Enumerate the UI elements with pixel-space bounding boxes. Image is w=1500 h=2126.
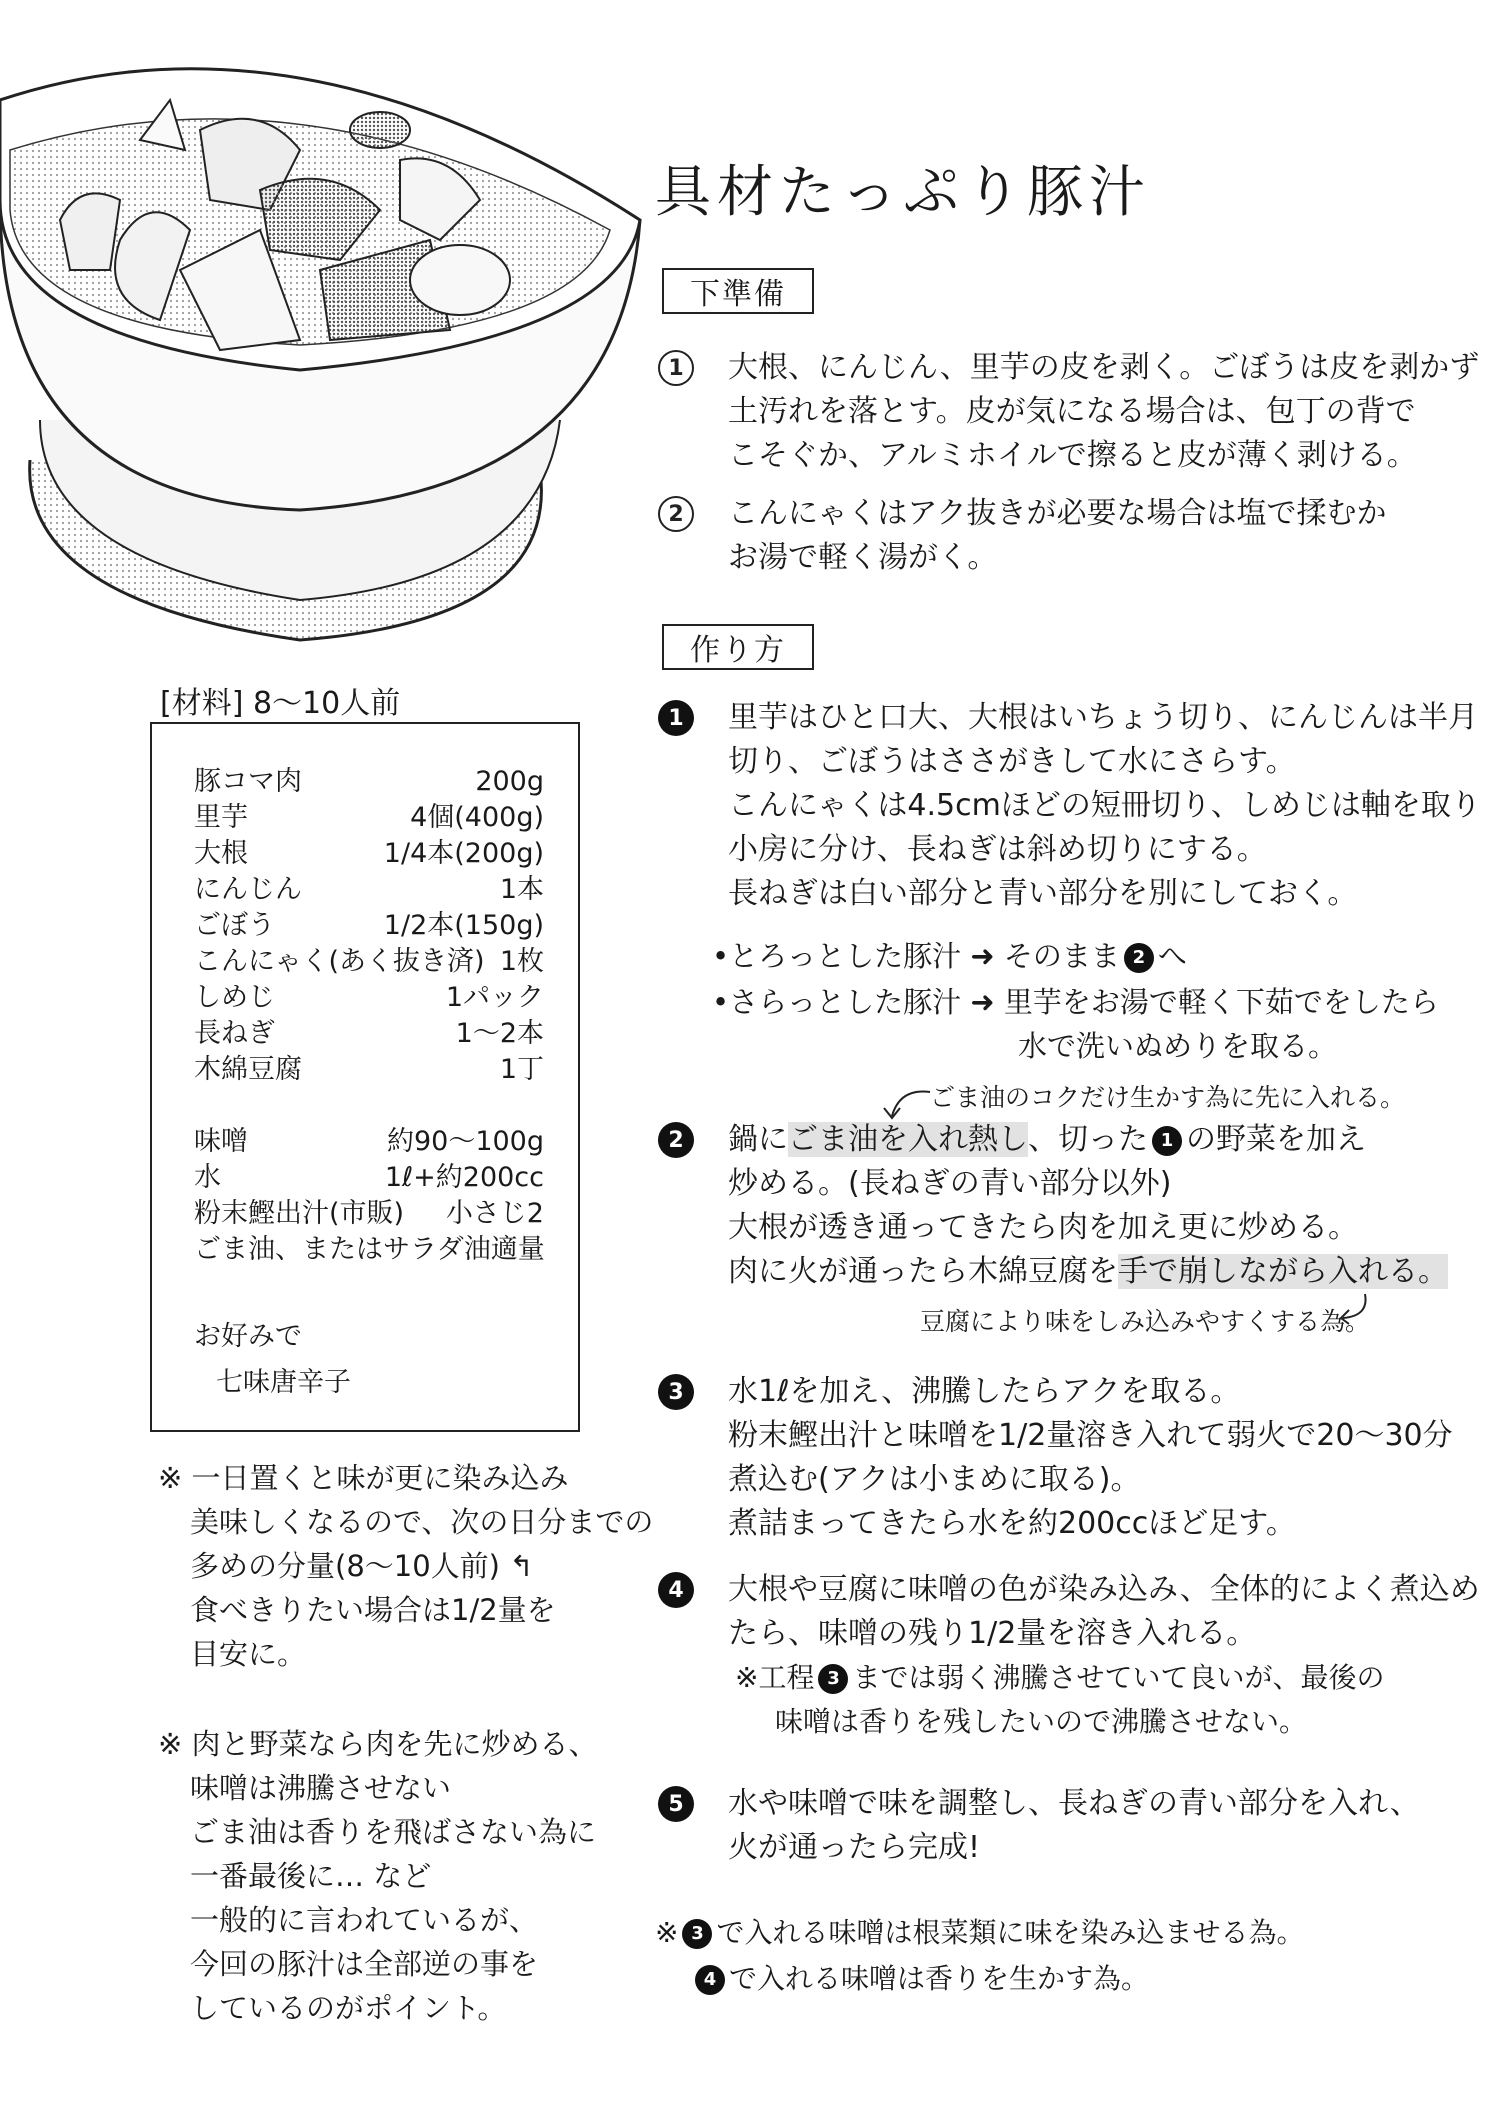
ingredient-qty: 1枚 <box>499 946 544 977</box>
seasoning-row <box>194 1232 544 1268</box>
method-step-line: 切り、ごぼうはささがきして水にさらす。 <box>728 744 1296 779</box>
prep-step-line: 土汚れを落とす。皮が気になる場合は、包丁の背で <box>728 394 1416 429</box>
ingredient-qty: 小さじ2 <box>445 1198 544 1229</box>
note-left-2 <box>158 1722 598 2030</box>
prep-step-number: 1 <box>658 350 694 386</box>
ingredient-name: 味噌 <box>194 1126 248 1157</box>
method-step-text: 鍋に <box>728 1122 788 1157</box>
note-line: ごま油は香りを飛ばさない為に <box>190 1815 597 1849</box>
footnote-text: で入れる味噌は根菜類に味を染み込ませる為。 <box>716 1916 1305 1949</box>
method-step-number: 2 <box>658 1122 694 1158</box>
ingredient-name: にんじん <box>194 874 302 905</box>
ingredient-name: 豚コマ肉 <box>194 766 302 797</box>
ingredient-qty: 4個(400g) <box>410 802 544 833</box>
method-step-number: 3 <box>658 1374 694 1410</box>
ingredient-qty: 1ℓ+約200cc <box>384 1162 544 1193</box>
prep-heading: 下準備 <box>662 268 814 314</box>
seasoning-row <box>194 1160 544 1196</box>
bullet-text: •さらっとした豚汁 ➜ 里芋をお湯で軽く下茹でをしたら <box>712 985 1439 1019</box>
method-step-line: 粉末鰹出汁と味噌を1/2量溶き入れて弱火で20〜30分 <box>728 1418 1453 1453</box>
prep-step-line: 大根、にんじん、里芋の皮を剥く。ごぼうは皮を剥かず <box>728 350 1480 385</box>
ingredient-row <box>194 980 544 1016</box>
footnote-text: で入れる味噌は香りを生かす為。 <box>729 1962 1150 1995</box>
note-text: までは弱く沸騰させていて良いが、最後の <box>852 1661 1385 1694</box>
ingredient-qty: 200g <box>475 766 544 797</box>
highlighted-text: 手で崩しながら入れる。 <box>1118 1254 1448 1289</box>
note-text: ※工程 <box>735 1661 815 1694</box>
note-line: 食べきりたい場合は1/2量を <box>190 1593 556 1627</box>
method-step-1 <box>658 696 1481 916</box>
note-text: 味噌は香りを残したいので沸騰させない。 <box>775 1705 1308 1738</box>
bullet-text: へ <box>1157 939 1187 973</box>
ingredient-name: 水 <box>194 1162 221 1193</box>
note-line: ※ 肉と野菜なら肉を先に炒める、 <box>158 1727 598 1761</box>
ingredient-name: ごぼう <box>194 910 275 941</box>
method-step-line: 大根が透き通ってきたら肉を加え更に炒める。 <box>728 1210 1358 1245</box>
method-step-text: の野菜を加え <box>1186 1122 1366 1157</box>
ingredient-row <box>194 1016 544 1052</box>
ingredient-name: 里芋 <box>194 802 248 833</box>
method-heading: 作り方 <box>662 624 814 670</box>
annotation-arrow-icon <box>1335 1290 1375 1326</box>
ingredient-name: 長ねぎ <box>194 1018 275 1049</box>
note-left-1 <box>158 1456 653 1676</box>
highlighted-text: ごま油を入れ熱し <box>788 1122 1028 1157</box>
ingredient-qty: 1/4本(200g) <box>383 838 544 869</box>
prep-step-line: こそぐか、アルミホイルで擦ると皮が薄く剥ける。 <box>728 438 1417 473</box>
method-step-number: 4 <box>658 1572 694 1608</box>
step-4-note <box>735 1656 1384 1744</box>
method-step-4 <box>658 1568 1480 1656</box>
annotation-arrow-icon <box>880 1082 936 1122</box>
ingredient-qty: 1〜2本 <box>455 1018 544 1049</box>
recipe-title: 具材たっぷり豚汁 <box>655 160 1151 225</box>
prep-step-number: 2 <box>658 496 694 532</box>
ingredient-row <box>194 836 544 872</box>
method-step-number: 1 <box>658 700 694 736</box>
method-step-2 <box>658 1118 1448 1294</box>
bullet-thick-tonjiru <box>712 934 1187 978</box>
ingredient-name: 粉末鰹出汁(市販) <box>194 1198 405 1229</box>
bullet-light-tonjiru-cont: 水で洗いぬめりを取る。 <box>1018 1029 1338 1063</box>
note-line: 味噌は沸騰させない <box>190 1771 452 1805</box>
ingredient-qty: 1パック <box>445 982 544 1013</box>
prep-step-2 <box>658 492 1387 580</box>
step-ref-badge: 2 <box>1124 943 1154 973</box>
ingredient-row <box>194 908 544 944</box>
method-step-line: 大根や豆腐に味噌の色が染み込み、全体的によく煮込め <box>728 1572 1480 1607</box>
miso-footnote <box>655 1910 1304 2002</box>
note-line: しているのがポイント。 <box>190 1991 507 2025</box>
ingredients-box <box>150 722 580 1432</box>
step-ref-badge: 1 <box>1152 1126 1182 1156</box>
seasoning-row <box>194 1124 544 1160</box>
step-ref-badge: 3 <box>818 1664 848 1694</box>
ingredient-row <box>194 800 544 836</box>
method-step-line: 炒める。(長ねぎの青い部分以外) <box>728 1166 1172 1201</box>
ingredient-name: しめじ <box>194 982 275 1013</box>
method-step-line: 長ねぎは白い部分と青い部分を別にしておく。 <box>728 876 1358 911</box>
bullet-text: •とろっとした豚汁 ➜ そのまま <box>712 939 1120 973</box>
method-step-line: 煮詰まってきたら水を約200ccほど足す。 <box>728 1506 1296 1541</box>
ingredient-row <box>194 944 544 980</box>
note-line: 一般的に言われているが、 <box>190 1903 539 1937</box>
ingredient-qty: 約90〜100g <box>386 1126 544 1157</box>
note-line: 美味しくなるので、次の日分までの <box>190 1505 654 1539</box>
method-step-line: 小房に分け、長ねぎは斜め切りにする。 <box>728 832 1267 867</box>
method-step-text: 、切った <box>1028 1122 1148 1157</box>
step-ref-badge: 4 <box>695 1965 725 1995</box>
optional-item: 七味唐辛子 <box>216 1367 351 1398</box>
note-line: 今回の豚汁は全部逆の事を <box>190 1947 539 1981</box>
ingredient-qty: 適量 <box>490 1234 545 1265</box>
method-step-line: 里芋はひと口大、大根はいちょう切り、にんじんは半月 <box>728 700 1478 735</box>
note-line: 一番最後に… など <box>190 1859 432 1893</box>
ingredient-name: こんにゃく(あく抜き済) <box>194 946 485 977</box>
sesame-oil-annotation: ごま油のコクだけ生かす為に先に入れる。 <box>930 1083 1406 1112</box>
prep-step-line: こんにゃくはアク抜きが必要な場合は塩で揉むか <box>728 496 1387 531</box>
method-step-line: 水1ℓを加え、沸騰したらアクを取る。 <box>728 1374 1241 1409</box>
method-step-number: 5 <box>658 1786 694 1822</box>
footnote-mark: ※ <box>655 1916 679 1949</box>
prep-step-line: お湯で軽く湯がく。 <box>728 540 998 575</box>
ingredient-row <box>194 764 544 800</box>
ingredient-name: 木綿豆腐 <box>194 1054 302 1085</box>
prep-step-1 <box>658 346 1479 478</box>
note-line: 多めの分量(8〜10人前) ↰ <box>190 1549 534 1583</box>
tonjiru-bowl-illustration <box>0 40 660 660</box>
method-step-3 <box>658 1370 1453 1546</box>
method-step-text: 肉に火が通ったら木綿豆腐を <box>728 1254 1118 1289</box>
ingredient-row <box>194 872 544 908</box>
ingredients-label: [材料] 8〜10人前 <box>160 686 401 721</box>
ingredient-qty: 1本 <box>499 874 544 905</box>
ingredient-qty: 1/2本(150g) <box>383 910 544 941</box>
method-step-line: 煮込む(アクは小まめに取る)。 <box>728 1462 1141 1497</box>
method-step-line: 水や味噌で味を調整し、長ねぎの青い部分を入れ、 <box>728 1786 1420 1821</box>
method-step-5 <box>658 1782 1420 1870</box>
ingredient-row <box>194 1052 544 1088</box>
ingredient-name: ごま油、またはサラダ油 <box>194 1234 491 1265</box>
bullet-light-tonjiru <box>712 980 1439 1024</box>
method-step-line: たら、味噌の残り1/2量を溶き入れる。 <box>728 1616 1257 1651</box>
seasoning-row <box>194 1196 544 1232</box>
optional-label: お好みで <box>194 1321 302 1352</box>
method-step-line: こんにゃくは4.5cmほどの短冊切り、しめじは軸を取り <box>728 788 1481 823</box>
note-line: 目安に。 <box>190 1637 307 1671</box>
tofu-annotation: 豆腐により味をしみ込みやすくする為。 <box>920 1307 1371 1336</box>
ingredient-qty: 1丁 <box>499 1054 544 1085</box>
method-step-line: 火が通ったら完成! <box>728 1830 981 1865</box>
ingredient-name: 大根 <box>194 838 248 869</box>
note-line: ※ 一日置くと味が更に染み込み <box>158 1461 569 1495</box>
step-ref-badge: 3 <box>682 1919 712 1949</box>
